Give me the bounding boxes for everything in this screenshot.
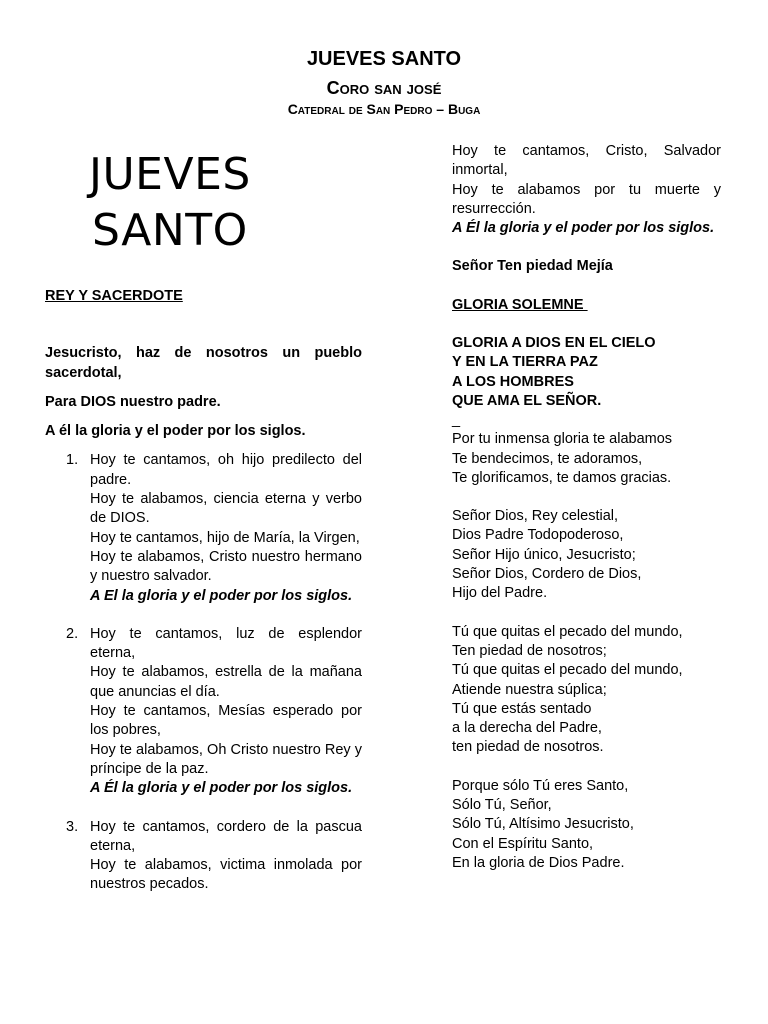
stanza-line: En la gloria de Dios Padre.: [452, 854, 625, 871]
gloria-stanza-4: [452, 777, 721, 873]
verse-line: Hoy te cantamos, Mesías esperado por los pobres,: [90, 703, 362, 739]
verse-2: [45, 625, 362, 818]
gloria-stanza-2: [452, 507, 721, 603]
right-column: [452, 142, 721, 873]
verse-line: Hoy te alabamos, Oh Cristo nuestro Rey y príncipe de la paz.: [90, 741, 362, 777]
continued-line: Hoy te cantamos, Cristo, Salvador inmortal,: [452, 143, 721, 179]
venue-name: Catedral de San Pedro – Buga: [287, 101, 481, 117]
section-title-rey-y-sacerdote: REY Y SACERDOTE: [45, 288, 183, 304]
verse-number: 2.: [66, 625, 79, 642]
verse-refrain: A El la gloria y el poder por los siglos.: [90, 587, 353, 604]
verse-line: Hoy te alabamos, estrella de la mañana que anuncias el día.: [90, 664, 362, 700]
verse-3: [45, 818, 362, 895]
stray-mark: _: [452, 412, 461, 429]
gloria-line: GLORIA A DIOS EN EL CIELO: [452, 335, 656, 352]
stanza-line: Te glorificamos, te damos gracias.: [452, 469, 672, 486]
big-title-line-1: JUEVES: [89, 149, 251, 200]
gloria-title: GLORIA SOLEMNE: [452, 296, 588, 313]
intro-line-2: Para DIOS nuestro padre.: [45, 393, 221, 410]
stanza-line: a la derecha del Padre,: [452, 720, 602, 737]
stanza-line: Tú que quitas el pecado del mundo,: [452, 662, 683, 679]
stanza-line: Señor Dios, Rey celestial,: [452, 508, 619, 525]
verse-1: [45, 451, 362, 624]
continued-refrain: A Él la gloria y el poder por los siglos.: [452, 220, 715, 237]
continued-line: Hoy te alabamos por tu muerte y resurrección.: [452, 181, 721, 217]
gloria-stanza-1: [452, 430, 721, 488]
stanza-line: Hijo del Padre.: [452, 585, 548, 602]
verse-line: Hoy te alabamos, Cristo nuestro hermano y nuestro salvador.: [90, 548, 362, 585]
stanza-line: Sólo Tú, Altísimo Jesucristo,: [452, 816, 634, 833]
stanza-line: Tú que quitas el pecado del mundo,: [452, 623, 683, 640]
left-column: [45, 147, 362, 895]
stanza-line: Ten piedad de nosotros;: [452, 642, 607, 659]
stanza-line: Por tu inmensa gloria te alabamos: [452, 431, 673, 448]
big-title-line-2: SANTO: [92, 205, 248, 256]
kyrie-title: Señor Ten piedad Mejía: [452, 258, 613, 275]
verse-line: Hoy te cantamos, hijo de María, la Virgen,: [90, 529, 360, 546]
intro-line-1: Jesucristo, haz de nosotros un pueblo sacerdotal,: [45, 345, 362, 381]
stanza-line: Porque sólo Tú eres Santo,: [452, 777, 629, 794]
stanza-line: Con el Espíritu Santo,: [452, 835, 594, 852]
verse-number: 3.: [66, 818, 79, 835]
verse-line: Hoy te cantamos, cordero de la pascua eterna,: [90, 818, 362, 854]
gloria-line: QUE AMA EL SEÑOR.: [452, 392, 602, 409]
stanza-line: Dios Padre Todopoderoso,: [452, 527, 624, 544]
verse-line: Hoy te cantamos, luz de esplendor eterna,: [90, 625, 362, 662]
verse-line: Hoy te alabamos, ciencia eterna y verbo de DIOS.: [90, 491, 362, 527]
verse-list: [45, 451, 362, 894]
verse-line: Hoy te alabamos, victima inmolada por nuestros pecados.: [90, 857, 362, 893]
stanza-line: Señor Dios, Cordero de Dios,: [452, 566, 642, 583]
stanza-line: Tú que estás sentado: [452, 700, 592, 717]
page-header: [0, 46, 768, 118]
stanza-line: Atiende nuestra súplica;: [452, 681, 607, 698]
verse-number: 1.: [66, 452, 79, 469]
big-title: [89, 147, 362, 259]
verse-refrain: A Él la gloria y el poder por los siglos.: [90, 780, 353, 797]
stanza-line: Te bendecimos, te adoramos,: [452, 450, 643, 467]
stanza-line: Señor Hijo único, Jesucristo;: [452, 546, 636, 563]
gloria-line: Y EN LA TIERRA PAZ: [452, 354, 598, 371]
intro-line-3: A él la gloria y el poder por los siglos.: [45, 423, 306, 440]
gloria-stanza-3: [452, 623, 721, 758]
stanza-line: Sólo Tú, Señor,: [452, 797, 552, 814]
page-title: JUEVES SANTO: [306, 48, 462, 70]
gloria-line: A LOS HOMBRES: [452, 373, 574, 390]
verse-line: Hoy te cantamos, oh hijo predilecto del padre.: [90, 452, 362, 488]
stanza-line: ten piedad de nosotros.: [452, 739, 604, 756]
choir-name: Coro san josé: [326, 78, 442, 98]
